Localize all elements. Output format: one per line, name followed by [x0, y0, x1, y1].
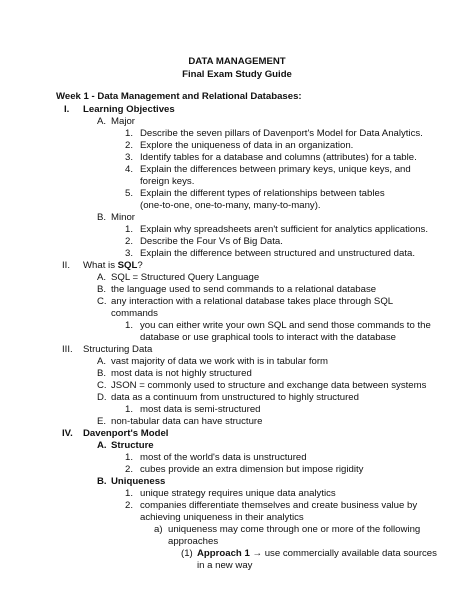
list-item-continuation: database or use graphical tools to interact with the database [140, 332, 396, 343]
list-item: Identify tables for a database and columns (attributes) for a table. [140, 152, 417, 163]
list-item: Explain the difference between structured and unstructured data. [140, 248, 416, 259]
list-marker: 4. [125, 164, 134, 175]
list-marker: B. [97, 476, 107, 487]
list-marker: 3. [125, 152, 134, 163]
subsection-heading: Uniqueness [111, 476, 166, 487]
list-item: Describe the Four Vs of Big Data. [140, 236, 283, 247]
list-marker: 1. [125, 488, 134, 499]
list-marker: (1) [181, 548, 193, 559]
list-item: Explain why spreadsheets aren't sufficient for analytics applications. [140, 224, 429, 235]
list-item: uniqueness may come through one or more of the following [168, 524, 421, 535]
list-item: Describe the seven pillars of Davenport's Model for Data Analytics. [140, 128, 423, 139]
list-marker: E. [97, 416, 107, 427]
list-item: non-tabular data can have structure [111, 416, 263, 427]
list-marker: 1. [125, 452, 134, 463]
list-marker: 2. [125, 140, 134, 151]
list-marker: B. [97, 368, 107, 379]
list-item: any interaction with a relational database takes place through SQL [111, 296, 394, 307]
list-item: JSON = commonly used to structure and exchange data between systems [111, 380, 427, 391]
list-item: most data is semi-structured [140, 404, 261, 415]
list-item [197, 548, 437, 560]
list-marker: C. [97, 380, 107, 391]
doc-subtitle: Final Exam Study Guide [182, 69, 292, 80]
list-item: companies differentiate themselves and create business value by [140, 500, 418, 511]
list-item: data as a continuum from unstructured to highly structured [111, 392, 359, 403]
list-marker: B. [97, 284, 107, 295]
section-heading: Structuring Data [83, 344, 153, 355]
list-marker: 2. [125, 464, 134, 475]
list-marker: 1. [125, 404, 134, 415]
subsection-heading: Minor [111, 212, 135, 223]
section-heading: Davenport's Model [83, 428, 169, 439]
list-item-continuation: (one-to-one, one-to-many, many-to-many). [140, 200, 321, 211]
subsection-heading: Major [111, 116, 135, 127]
list-marker: 1. [125, 224, 134, 235]
list-marker: A. [97, 356, 107, 367]
list-item: Explore the uniqueness of data in an organization. [140, 140, 354, 151]
list-marker: A. [97, 272, 107, 283]
list-item-continuation: achieving uniqueness in their analytics [140, 512, 304, 523]
list-item: most of the world's data is unstructured [140, 452, 307, 463]
list-marker: 2. [125, 236, 134, 247]
list-item: the language used to send commands to a relational database [111, 284, 377, 295]
list-item-continuation: in a new way [197, 560, 253, 571]
list-marker: 1. [125, 320, 134, 331]
approach-label: Approach 1 [197, 548, 250, 559]
list-item-continuation: approaches [168, 536, 219, 547]
list-marker: C. [97, 296, 107, 307]
doc-title: DATA MANAGEMENT [188, 56, 286, 67]
list-marker: B. [97, 212, 107, 223]
section-heading-bold: SQL [117, 260, 138, 271]
list-marker: 2. [125, 500, 134, 511]
section-marker: IV. [62, 428, 73, 439]
week-heading: Week 1 - Data Management and Relational Databases: [56, 91, 302, 102]
section-heading-suffix: ? [137, 260, 143, 271]
list-item: SQL = Structured Query Language [111, 272, 260, 283]
section-marker: II. [62, 260, 70, 271]
list-marker: D. [97, 392, 107, 403]
list-item: cubes provide an extra dimension but impose rigidity [140, 464, 364, 475]
list-item-continuation: foreign keys. [140, 176, 195, 187]
list-item: Explain the different types of relationships between tables [140, 188, 385, 199]
list-marker: 5. [125, 188, 134, 199]
list-marker: A. [97, 116, 107, 127]
list-marker: 1. [125, 128, 134, 139]
list-item: unique strategy requires unique data analytics [140, 488, 336, 499]
approach-text: → use commercially available data sources [249, 548, 437, 559]
section-heading: Learning Objectives [83, 104, 175, 115]
subsection-heading: Structure [111, 440, 154, 451]
section-heading-prefix: What is [83, 260, 118, 271]
list-item: Explain the differences between primary keys, unique keys, and [140, 164, 411, 175]
section-marker: III. [62, 344, 73, 355]
section-marker: I. [64, 104, 70, 115]
section-heading [83, 260, 143, 272]
list-item-continuation: commands [111, 308, 158, 319]
list-marker: 3. [125, 248, 134, 259]
list-marker: a) [154, 524, 163, 535]
list-item: vast majority of data we work with is in tabular form [111, 356, 329, 367]
list-item: you can either write your own SQL and send those commands to the [140, 320, 431, 331]
list-item: most data is not highly structured [111, 368, 252, 379]
list-marker: A. [97, 440, 107, 451]
